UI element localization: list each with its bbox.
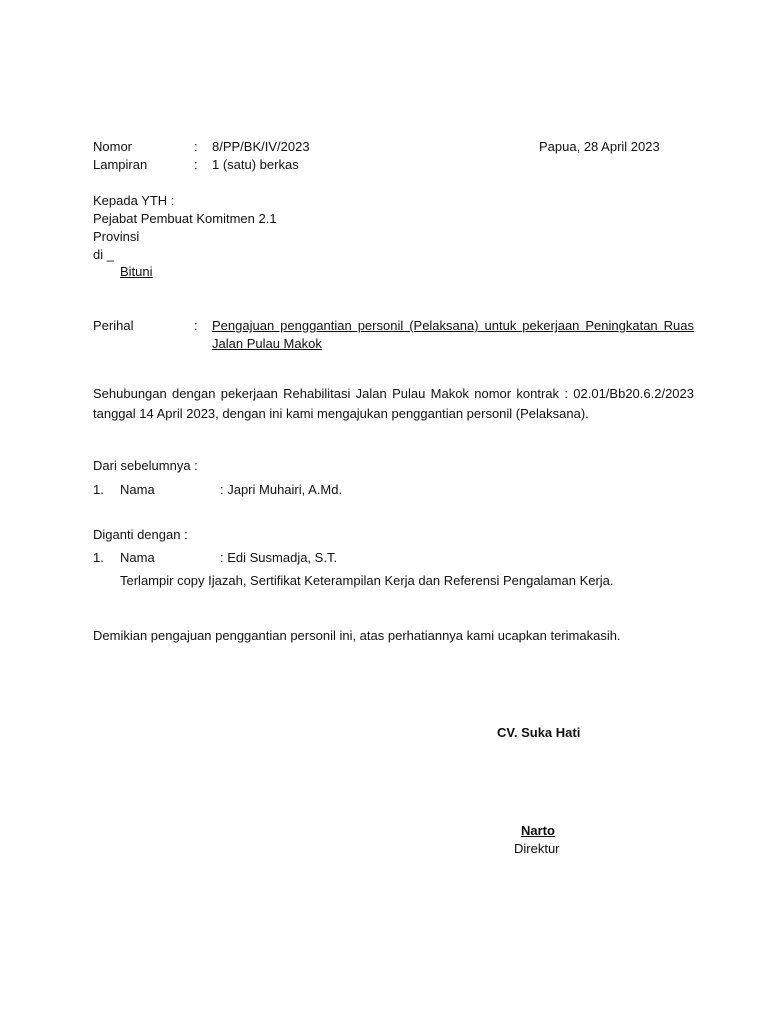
recipient-line-3: Provinsi	[93, 229, 140, 244]
attachment-note: Terlampir copy Ijazah, Sertifikat Keterampilan Kerja dan Referensi Pengalaman Kerja.	[120, 573, 614, 588]
replacement-heading: Diganti dengan :	[93, 527, 188, 542]
body-paragraph: Sehubungan dengan pekerjaan Rehabilitasi Jalan Pulau Makok nomor kontrak : 02.01/Bb20.6.2/2023 tanggal 14 April 2023, dengan ini kami mengajukan penggantian personil (Pelaksana).	[93, 386, 694, 421]
replacement-name-label: Nama	[120, 550, 155, 565]
previous-name-label: Nama	[120, 482, 155, 497]
recipient-line-2: Pejabat Pembuat Komitmen 2.1	[93, 211, 277, 226]
lampiran-value: 1 (satu) berkas	[212, 157, 299, 172]
replacement-item-number: 1.	[93, 550, 104, 565]
perihal-colon: :	[194, 318, 198, 333]
closing-paragraph: Demikian pengajuan penggantian personil ini, atas perhatiannya kami ucapkan terimakasih.	[93, 628, 621, 643]
company-name: CV. Suka Hati	[497, 725, 581, 740]
nomor-label: Nomor	[93, 139, 133, 154]
previous-heading: Dari sebelumnya :	[93, 458, 198, 473]
previous-item-number: 1.	[93, 482, 104, 497]
place-date: Papua, 28 April 2023	[539, 139, 660, 154]
lampiran-colon: :	[194, 157, 198, 172]
lampiran-label: Lampiran	[93, 157, 148, 172]
recipient-line-1: Kepada YTH :	[93, 193, 175, 208]
perihal-text: Pengajuan penggantian personil (Pelaksana) untuk pekerjaan Peningkatan Ruas Jalan Pulau Makok	[212, 318, 694, 351]
previous-name-value: : Japri Muhairi, A.Md.	[220, 482, 343, 497]
recipient-line-4: di _	[93, 247, 114, 262]
signatory-title: Direktur	[514, 841, 560, 856]
signatory-name: Narto	[521, 823, 555, 838]
perihal-label: Perihal	[93, 318, 134, 333]
nomor-value: 8/PP/BK/IV/2023	[212, 139, 310, 154]
recipient-location: Bituni	[120, 264, 153, 279]
replacement-name-value: : Edi Susmadja, S.T.	[220, 550, 338, 565]
nomor-colon: :	[194, 139, 198, 154]
